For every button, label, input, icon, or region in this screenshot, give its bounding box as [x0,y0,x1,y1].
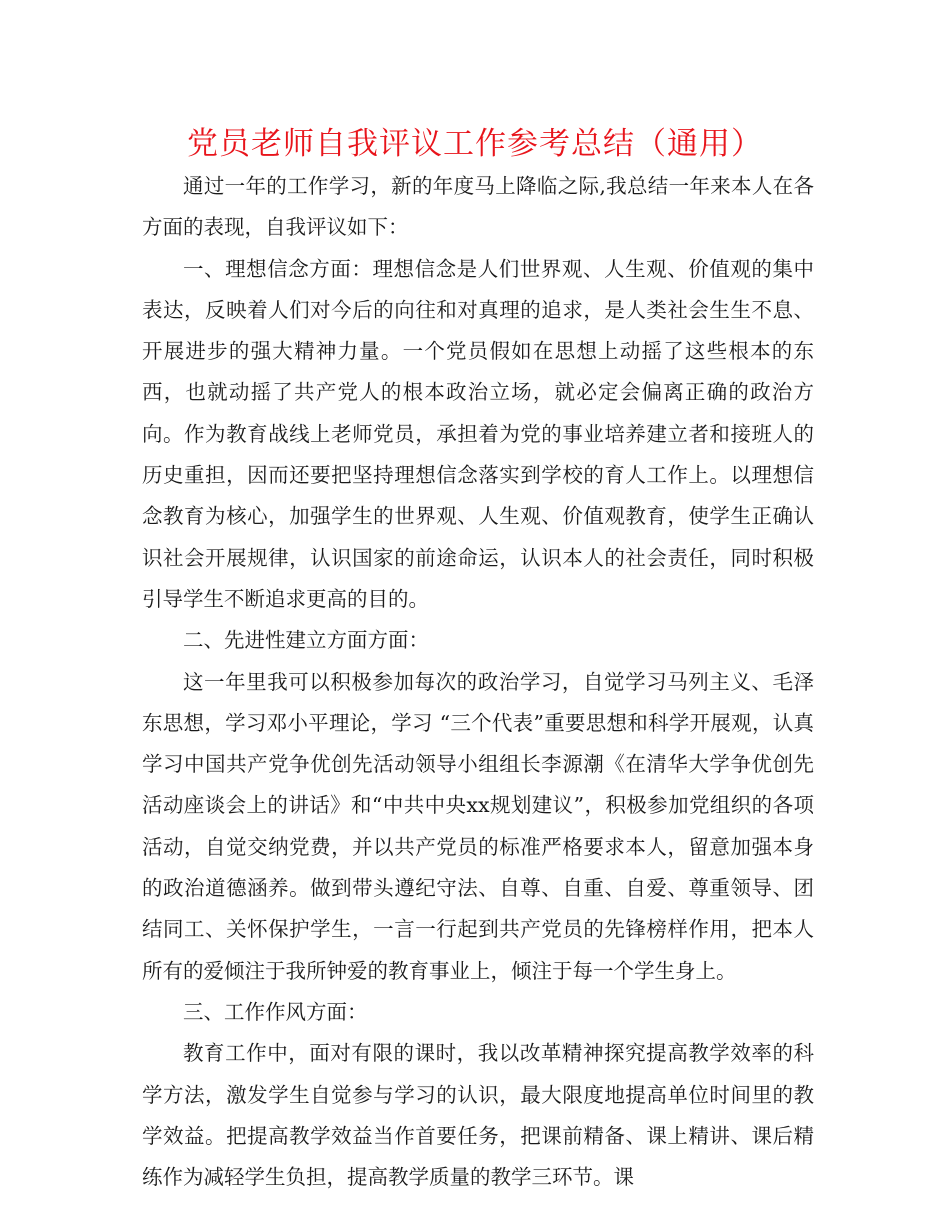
paragraph-advancement: 这一年里我可以积极参加每次的政治学习，自觉学习马列主义、毛泽东思想，学习邓小平理论，学习 “三个代表”重要思想和科学开展观，认真学习中国共产党争优创先活动领导小组组长李源潮《在清华大学争优创先活动座谈会上的讲话》和“中共中央xx规划建议”，积极参加党组织的各项活动，自觉交纳党费，并以共产党员的标准严格要求本人，留意加强本身的政治道德涵养。做到带头遵纪守法、自尊、自重、自爱、尊重领导、团结同工、关怀保护学生，一言一行起到共产党员的先锋榜样作用，把本人所有的爱倾注于我所钟爱的教育事业上，倾注于每一个学生身上。 [142,669,814,983]
paragraph-intro: 通过一年的工作学习，新的年度马上降临之际,我总结一年来本人在各方面的表现，自我评议如下： [142,174,814,240]
heading-work-style: 三、工作作风方面： [183,999,368,1024]
paragraph-work-style: 教育工作中，面对有限的课时，我以改革精神探究提高教学效率的科学方法，激发学生自觉参与学习的认识，最大限度地提高单位时间里的教学效益。把提高教学效益当作首要任务，把课前精备、课上精讲、课后精练作为减轻学生负担，提高教学质量的教学三环节。课 [142,1041,814,1190]
paragraph-ideals: 一、理想信念方面：理想信念是人们世界观、人生观、价值观的集中表达，反映着人们对今后的向往和对真理的追求，是人类社会生生不息、开展进步的强大精神力量。一个党员假如在思想上动摇了这些根本的东西，也就动摇了共产党人的根本政治立场，就必定会偏离正确的政治方向。作为教育战线上老师党员，承担着为党的事业培养建立者和接班人的历史重担，因而还要把坚持理想信念落实到学校的育人工作上。以理想信念教育为核心，加强学生的世界观、人生观、价值观教育，使学生正确认识社会开展规律，认识国家的前途命运，认识本人的社会责任，同时积极引导学生不断追求更高的目的。 [142,256,814,611]
document-body [142,166,814,1198]
document-title: 党员老师自我评议工作参考总结（通用） [187,126,763,162]
heading-advancement: 二、先进性建立方面方面： [183,628,429,653]
